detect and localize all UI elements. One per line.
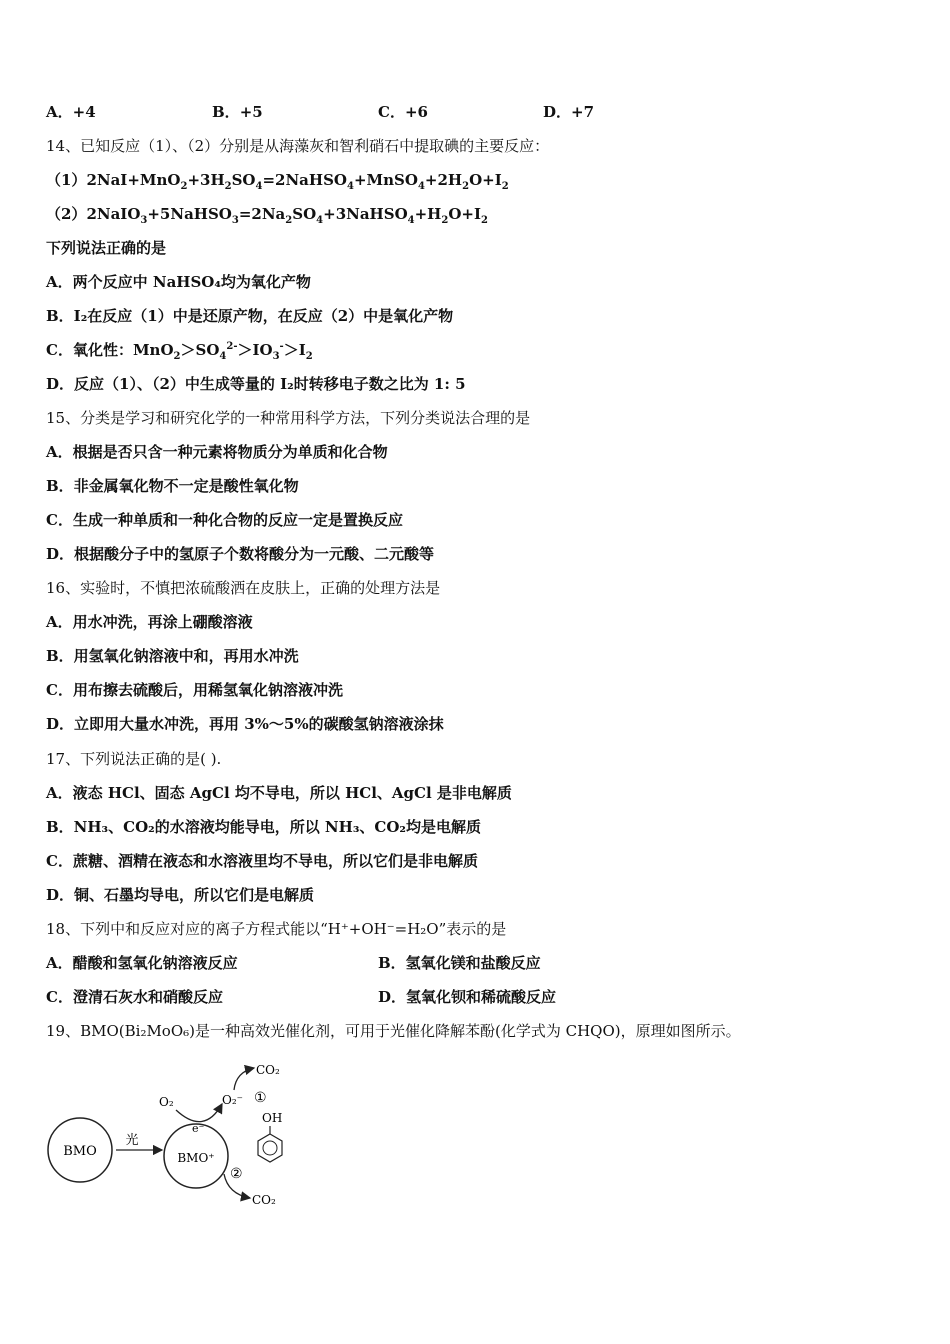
q15-stem: 15、分类是学习和研究化学的一种常用科学方法，下列分类说法合理的是 — [46, 409, 531, 427]
step-1-label: ① — [254, 1090, 267, 1106]
co2-bottom-label: CO₂ — [252, 1193, 276, 1207]
q18-option-a: A．醋酸和氢氧化钠溶液反应 — [46, 954, 238, 972]
q13-option-a: A．+4 — [46, 103, 96, 121]
q18-option-c: C．澄清石灰水和硝酸反应 — [46, 988, 223, 1006]
oh-label: OH — [262, 1111, 283, 1125]
q14-prompt: 下列说法正确的是 — [46, 239, 167, 257]
photocatalysis-diagram — [44, 1058, 304, 1208]
step-2-label: ② — [230, 1166, 243, 1182]
q18-option-d: D．氢氧化钡和稀硫酸反应 — [378, 988, 557, 1006]
q19-stem: 19、BMO(Bi₂MoO₆)是一种高效光催化剂，可用于光催化降解苯酚(化学式为 CHQO)，原理如图所示。 — [46, 1022, 741, 1040]
light-label: 光 — [125, 1133, 139, 1148]
q14-option-a: A．两个反应中 NaHSO₄均为氧化产物 — [46, 273, 311, 291]
q13-option-d: D．+7 — [543, 103, 595, 121]
bmo-plus-label: BMO⁺ — [177, 1151, 215, 1165]
q18-option-b: B．氢氧化镁和盐酸反应 — [378, 954, 541, 972]
q15-option-b: B．非金属氧化物不一定是酸性氧化物 — [46, 477, 299, 495]
q16-option-c: C．用布擦去硫酸后，用稀氢氧化钠溶液冲洗 — [46, 681, 343, 699]
q18-stem: 18、下列中和反应对应的离子方程式能以“H⁺+OH⁻=H₂O”表示的是 — [46, 920, 507, 938]
q16-option-a: A．用水冲洗，再涂上硼酸溶液 — [46, 613, 253, 631]
o2-minus-label: O₂⁻ — [222, 1093, 243, 1107]
q15-option-d: D．根据酸分子中的氢原子个数将酸分为一元酸、二元酸等 — [46, 545, 435, 563]
q17-stem: 17、下列说法正确的是( ). — [46, 750, 222, 768]
bmo-label: BMO — [63, 1144, 97, 1159]
q14-option-c: C．氧化性：$MnO_2>SO_4^{2-}>IO_3^->I_2$ — [46, 341, 313, 362]
electron-arrow — [176, 1104, 222, 1122]
q17-option-a: A．液态 HCl、固态 AgCl 均不导电，所以 HCl、AgCl 是非电解质 — [46, 784, 512, 802]
q14-option-b: B．I₂在反应（1）中是还原产物，在反应（2）中是氧化产物 — [46, 307, 454, 325]
phenol-ring — [258, 1134, 282, 1162]
q17-option-d: D．铜、石墨均导电，所以它们是电解质 — [46, 886, 315, 904]
electron-label: e⁻ — [192, 1122, 205, 1135]
q17-option-c: C．蔗糖、酒精在液态和水溶液里均不导电，所以它们是非电解质 — [46, 852, 478, 870]
q16-stem: 16、实验时，不慎把浓硫酸洒在皮肤上，正确的处理方法是 — [46, 579, 441, 597]
q14-option-d: D．反应（1）、（2）中生成等量的 I₂时转移电子数之比为 1: 5 — [46, 375, 466, 393]
q17-option-b: B．NH₃、CO₂的水溶液均能导电，所以 NH₃、CO₂均是电解质 — [46, 818, 481, 836]
q14-reaction-2: $(2)2NaIO_3+5NaHSO_3=2Na_2SO_4+3NaHSO_4+H_2O+I_2$ — [46, 205, 488, 226]
q15-option-a: A．根据是否只含一种元素将物质分为单质和化合物 — [46, 443, 388, 461]
q13-option-c: C．+6 — [378, 103, 428, 121]
co2-top-label: CO₂ — [256, 1063, 280, 1077]
co2-top-arrow — [234, 1068, 254, 1090]
q15-option-c: C．生成一种单质和一种化合物的反应一定是置换反应 — [46, 511, 403, 529]
q13-option-b: B．+5 — [212, 103, 263, 121]
q14-stem: 14、已知反应（1）、（2）分别是从海藻灰和智利硝石中提取碘的主要反应： — [46, 137, 550, 155]
o2-label: O₂ — [159, 1095, 174, 1109]
q16-option-b: B．用氢氧化钠溶液中和，再用水冲洗 — [46, 647, 299, 665]
q16-option-d: D．立即用大量水冲洗，再用 3%～5%的碳酸氢钠溶液涂抹 — [46, 715, 444, 733]
q14-reaction-1: $(1)2NaI+MnO_2+3H_2SO_4=2NaHSO_4+MnSO_4+2H_2O+I_2$ — [46, 171, 509, 192]
